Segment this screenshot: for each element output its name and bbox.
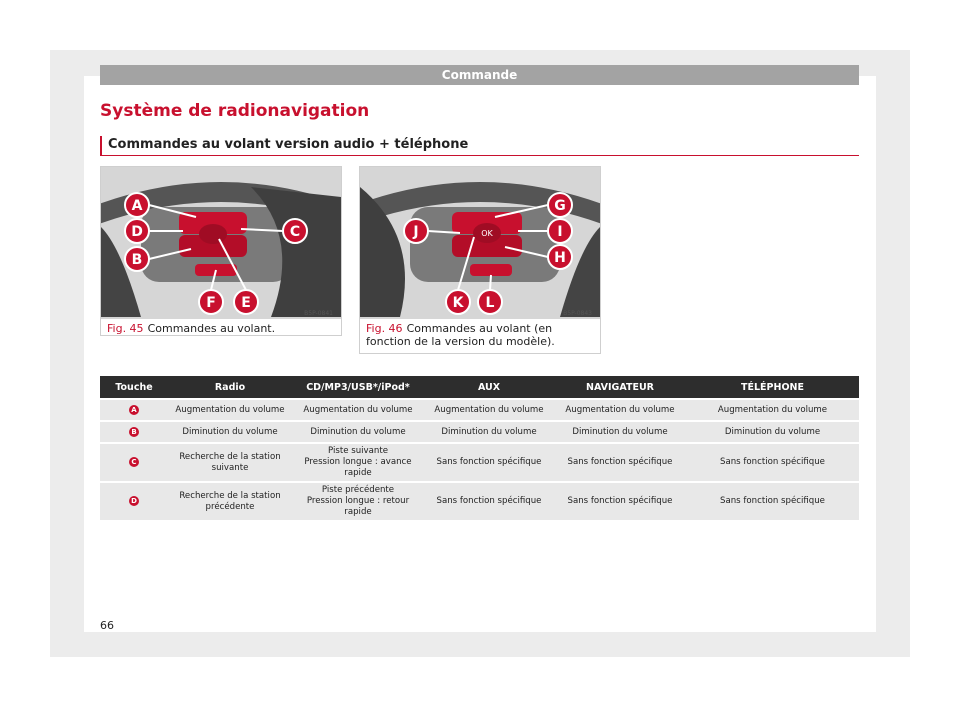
table-row — [100, 400, 859, 420]
table-cell: Recherche de la station suivante — [168, 444, 292, 481]
table-row — [100, 444, 859, 481]
key-badge: C — [129, 457, 139, 467]
callout-j: J — [413, 224, 419, 240]
steering-wheel-illustration-1 — [101, 167, 341, 319]
table-cell: Sans fonction spécifique — [686, 444, 859, 481]
table-cell: Diminution du volume — [554, 422, 686, 442]
table-cell: Recherche de la station précédente — [168, 483, 292, 520]
table-cell: Piste précédente Pression longue : retour rapide — [292, 483, 424, 520]
table-row — [100, 422, 859, 442]
table-cell: Diminution du volume — [292, 422, 424, 442]
page-number: 66 — [100, 619, 114, 632]
figure-caption-text: Commandes au volant. — [147, 322, 276, 335]
table-cell: Diminution du volume — [686, 422, 859, 442]
table-cell: Sans fonction spécifique — [424, 483, 554, 520]
key-badge: D — [129, 496, 139, 506]
table-cell: Augmentation du volume — [168, 400, 292, 420]
table-header-row — [100, 376, 859, 398]
figure-number: Fig. 46 — [366, 322, 403, 335]
callout-l: L — [485, 295, 495, 311]
callout-d: D — [131, 224, 143, 240]
figure-caption-text: Commandes au volant (en fonction de la version du modèle). — [366, 322, 555, 348]
table-cell: Sans fonction spécifique — [686, 483, 859, 520]
key-badge: B — [129, 427, 139, 437]
column-header-telephone: TÉLÉPHONE — [686, 376, 859, 398]
table-cell: Sans fonction spécifique — [424, 444, 554, 481]
callout-b: B — [131, 252, 143, 268]
figure-caption — [101, 319, 341, 338]
table-cell: Sans fonction spécifique — [554, 483, 686, 520]
callout-k: K — [452, 295, 464, 311]
figure-code: B5P-0841 — [304, 310, 333, 317]
key-badge: A — [129, 405, 139, 415]
callout-e: E — [241, 295, 251, 311]
callout-c: C — [289, 224, 301, 240]
column-header-aux: AUX — [424, 376, 554, 398]
table-cell: Diminution du volume — [424, 422, 554, 442]
column-header-touche: Touche — [100, 376, 168, 398]
figure-45 — [100, 166, 342, 336]
page-sheet — [84, 76, 876, 632]
controls-table — [100, 374, 859, 522]
table-cell: Piste suivante Pression longue : avance rapide — [292, 444, 424, 481]
column-header-cd: CD/MP3/USB*/iPod* — [292, 376, 424, 398]
table-cell: Augmentation du volume — [686, 400, 859, 420]
callout-h: H — [554, 250, 566, 266]
figure-46 — [359, 166, 601, 354]
steering-wheel-illustration-2 — [360, 167, 600, 319]
table-cell: Diminution du volume — [168, 422, 292, 442]
table-row — [100, 483, 859, 520]
callout-g: G — [554, 198, 566, 214]
figure-caption — [360, 319, 600, 351]
callout-i: I — [557, 224, 563, 240]
figure-code: B5P-0843 — [563, 310, 592, 317]
callout-f: F — [206, 295, 216, 311]
table-cell: Augmentation du volume — [554, 400, 686, 420]
figure-number: Fig. 45 — [107, 322, 144, 335]
table-cell: Augmentation du volume — [424, 400, 554, 420]
table-cell: Sans fonction spécifique — [554, 444, 686, 481]
table-cell: Augmentation du volume — [292, 400, 424, 420]
column-header-radio: Radio — [168, 376, 292, 398]
section-title: Système de radionavigation — [100, 101, 370, 121]
ok-button-label: OK — [481, 229, 493, 238]
column-header-navigateur: NAVIGATEUR — [554, 376, 686, 398]
chapter-header: Commande — [100, 65, 859, 85]
callout-a: A — [131, 198, 143, 214]
subtitle: Commandes au volant version audio + téléphone — [100, 136, 859, 156]
